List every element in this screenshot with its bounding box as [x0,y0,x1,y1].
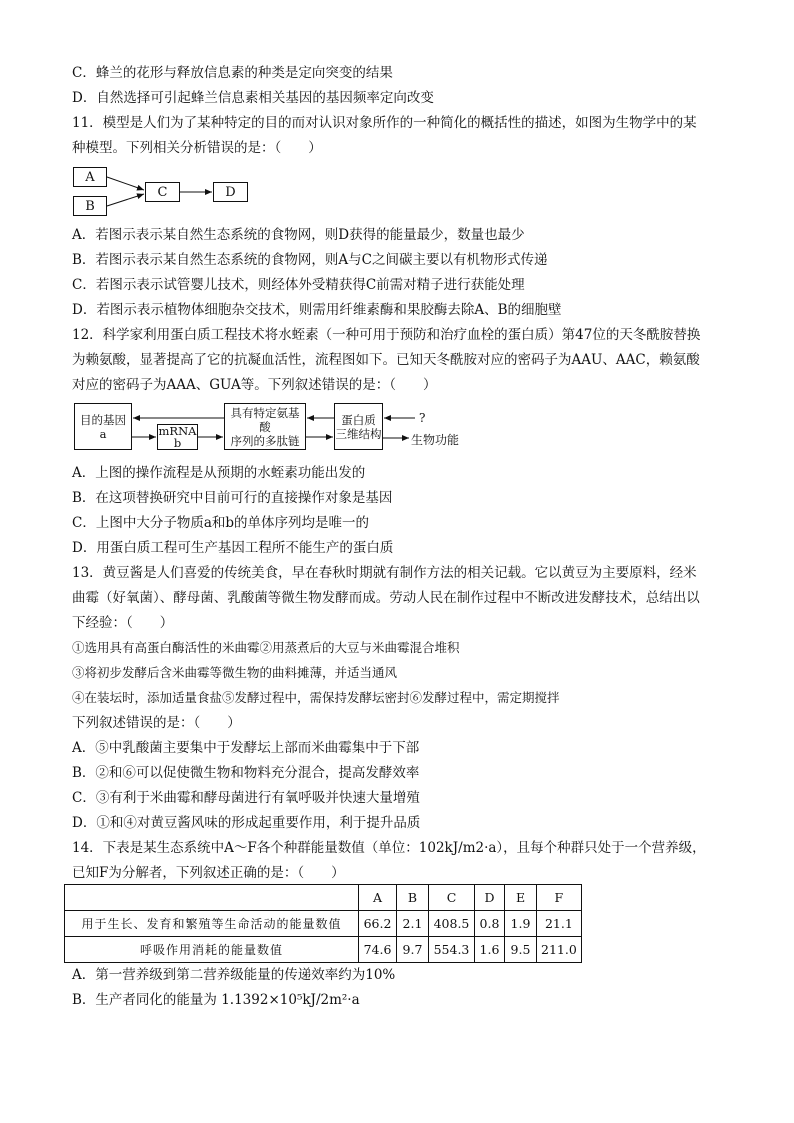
q12-option-c: C．上图中大分子物质a和b的单体序列均是唯一的 [72,515,370,531]
polypeptide-line2: 序列的多肽链 [230,433,300,448]
q11-option-d: D．若图示表示植物体细胞杂交技术，则需用纤维素酶和果胶酶去除A、B的细胞壁 [72,302,562,318]
header-b: B [397,885,429,911]
biological-function-label: 生物功能 [411,433,460,447]
header-a: A [359,885,397,911]
table-cell: 2.1 [397,911,429,937]
table-cell: 9.7 [397,937,429,963]
target-gene-symbol: a [99,426,107,441]
q12-option-a: A．上图的操作流程是从预期的水蛭素功能出发的 [72,465,366,481]
q14-stem-1: 14．下表是某生态系统中A～F各个种群能量数值（单位：102kJ/m2·a），且每个种群只处于一个营养级， [72,840,706,856]
box-c: C [145,182,180,202]
table-header-row [65,885,582,911]
table-cell: 1.9 [505,911,537,937]
q14-option-a: A．第一营养级到第二营养级能量的传递效率约为10% [72,967,396,983]
q11-option-c: C．若图示表示试管婴儿技术，则经体外受精获得C前需对精子进行获能处理 [72,277,525,293]
target-gene-label: 目的基因 [80,412,126,427]
q13-stem-1: 13．黄豆酱是人们喜爱的传统美食，早在春秋时期就有制作方法的相关记载。它以黄豆为主要原料，经米 [72,565,697,581]
box-b: B [73,196,107,216]
q13-option-c: C．③有利于米曲霉和酵母菌进行有氧呼吸并快速大量增殖 [72,790,420,806]
table-cell: 9.5 [505,937,537,963]
table-corner [65,885,359,911]
structure-label: 三维结构 [335,426,382,441]
q12-option-b: B．在这项替换研究中目前可行的直接操作对象是基因 [72,490,393,506]
row-label-respiration: 呼吸作用消耗的能量数值 [65,937,359,963]
q11-option-a: A．若图示表示某自然生态系统的食物网，则D获得的能量最少，数量也最少 [72,227,525,243]
header-d: D [475,885,505,911]
table-cell: 66.2 [359,911,397,937]
mrna-symbol: b [173,436,182,450]
header-c: C [429,885,475,911]
table-row [65,911,582,937]
q13-prompt: 下列叙述错误的是：（ ） [72,715,241,731]
unknown-mark: ? [419,411,426,425]
q11-stem-1: 11．模型是人们为了某种特定的目的而对认识对象所作的一种简化的概括性的描述，如图为生物学中的某 [72,115,697,131]
q12-stem-1: 12．科学家利用蛋白质工程技术将水蛭素（一种可用于预防和治疗血栓的蛋白质）第47位的天冬酰胺替换 [72,327,701,343]
box-a: A [73,167,107,187]
polypeptide-line1: 具有特定氨基酸 [230,405,300,434]
q14-stem-2: 已知F为分解者，下列叙述正确的是：（ ） [72,865,345,881]
table-cell: 74.6 [359,937,397,963]
table-cell: 554.3 [429,937,475,963]
header-f: F [537,885,582,911]
table-cell: 0.8 [475,911,505,937]
box-d: D [213,182,248,202]
table-row [65,937,582,963]
q13-option-d: D．①和④对黄豆酱风味的形成起重要作用，利于提升品质 [72,815,421,831]
row-label-growth: 用于生长、发育和繁殖等生命活动的能量数值 [65,911,359,937]
mrna-label: mRNA [158,424,197,438]
q13-step-3: ④在装坛时，添加适量食盐⑤发酵过程中，需保持发酵坛密封⑥发酵过程中，需定期搅拌 [72,690,560,705]
q11-option-b: B．若图示表示某自然生态系统的食物网，则A与C之间碳主要以有机物形式传递 [72,252,548,268]
q13-stem-3: 下经验：（ ） [72,615,174,631]
q13-option-a: A．⑤中乳酸菌主要集中于发酵坛上部而米曲霉集中于下部 [72,740,420,756]
option-c-q10: C．蜂兰的花形与释放信息素的种类是定向突变的结果 [72,65,393,81]
header-e: E [505,885,537,911]
table-cell: 211.0 [537,937,582,963]
q12-stem-2: 为赖氨酸，显著提高了它的抗凝血活性，流程图如下。已知天冬酰胺对应的密码子为AAU、AAC，赖氨酸 [72,352,700,368]
q12-stem-3: 对应的密码子为AAA、GUA等。下列叙述错误的是：（ ） [72,377,437,393]
q13-step-2: ③将初步发酵后含米曲霉等微生物的曲料摊薄，并适当通风 [72,665,398,680]
table-cell: 1.6 [475,937,505,963]
q13-option-b: B．②和⑥可以促使微生物和物料充分混合，提高发酵效率 [72,765,420,781]
table-cell: 21.1 [537,911,582,937]
q14-option-b: B．生产者同化的能量为 1.1392×10⁵kJ/2m²·a [72,992,360,1008]
q11-stem-2: 种模型。下列相关分析错误的是：（ ） [72,140,322,156]
energy-table [64,884,582,963]
q13-stem-2: 曲霉（好氧菌）、酵母菌、乳酸菌等微生物发酵而成。劳动人民在制作过程中不断改进发酵技术，总结出以 [72,590,700,606]
q13-step-1: ①选用具有高蛋白酶活性的米曲霉②用蒸煮后的大豆与米曲霉混合堆积 [72,640,460,655]
q12-option-d: D．用蛋白质工程可生产基因工程所不能生产的蛋白质 [72,540,394,556]
protein-label: 蛋白质 [341,412,376,427]
option-d-q10: D．自然选择可引起蜂兰信息素相关基因的基因频率定向改变 [72,90,434,106]
table-cell: 408.5 [429,911,475,937]
